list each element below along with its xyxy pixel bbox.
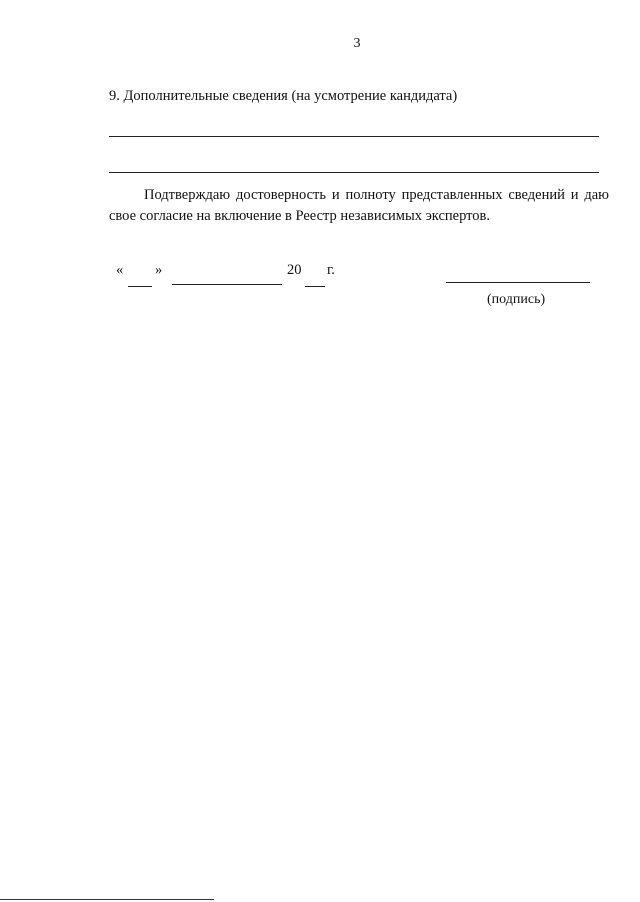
additional-info-line-2: [109, 172, 599, 173]
date-signature-row: [0, 262, 640, 292]
page-number: 3: [353, 36, 361, 51]
date-quote-open: «: [116, 262, 124, 278]
day-blank-line: [128, 286, 152, 287]
year-suffix: г.: [327, 262, 335, 278]
month-blank-line: [172, 284, 282, 285]
year-prefix: 20: [287, 262, 302, 278]
year-blank-line: [305, 286, 325, 287]
date-quote-close: »: [155, 262, 163, 278]
section-heading: 9. Дополнительные сведения (на усмотрение кандидата): [109, 88, 458, 104]
footnote-separator: [0, 899, 214, 900]
confirmation-paragraph: Подтверждаю достоверность и полноту представленных сведений и даю свое согласие на включение в Реестр независимых экспертов.: [109, 187, 609, 224]
signature-caption: (подпись): [487, 292, 546, 307]
additional-info-line-1: [109, 136, 599, 137]
signature-blank-line: [446, 282, 590, 283]
